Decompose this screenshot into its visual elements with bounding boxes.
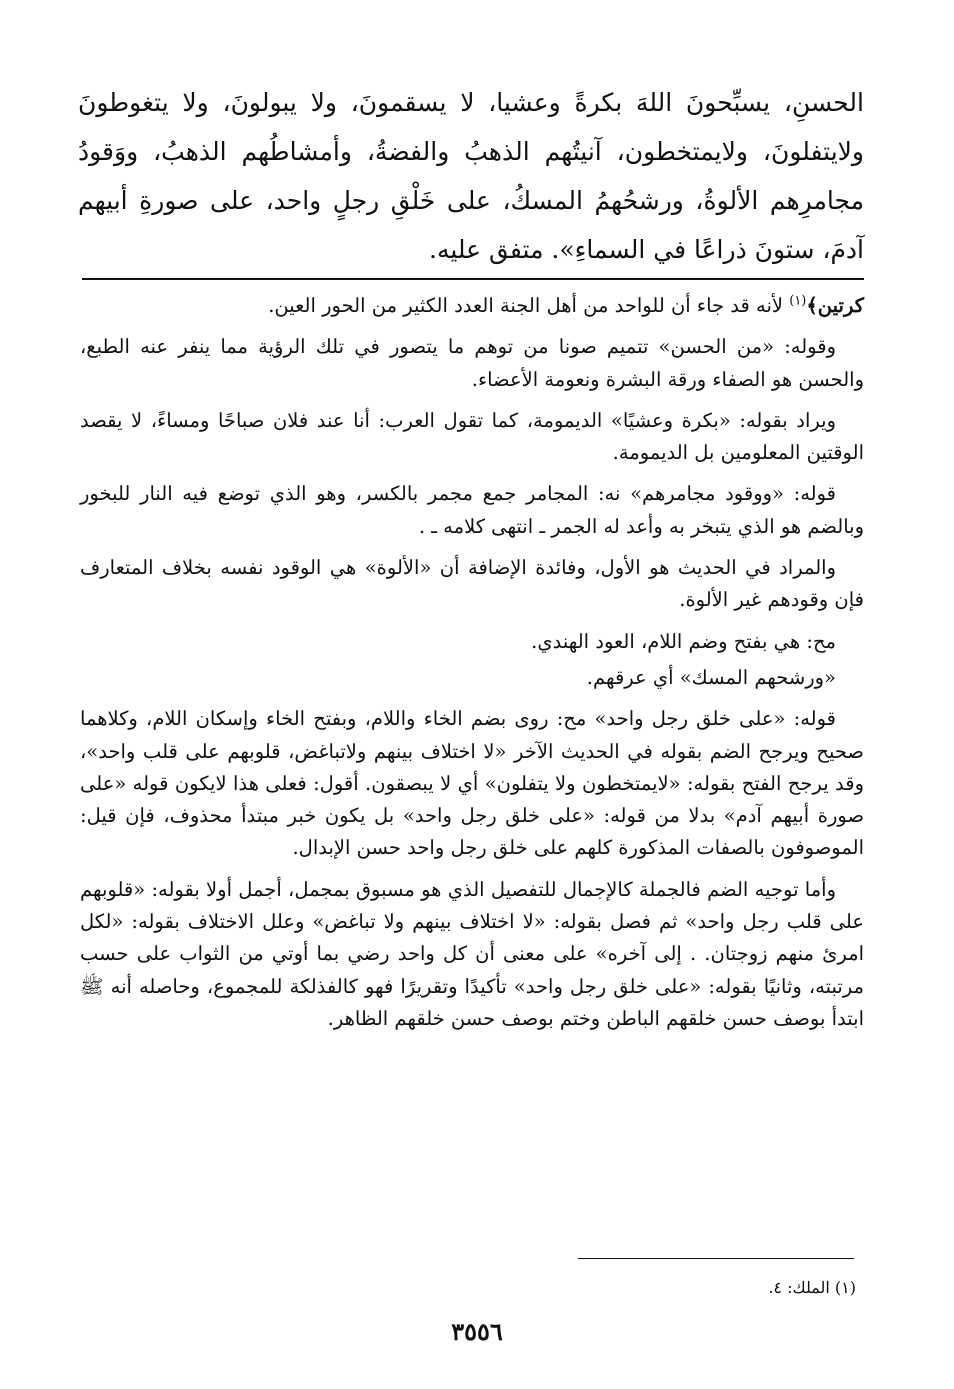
commentary-paragraph-1-text: لأنه قد جاء أن للواحد من أهل الجنة العدد الكثير من الحور العين. [268,294,790,317]
commentary-paragraph-8: قوله: «على خلق رجل واحد» مح: روى بضم الخاء واللام، وبفتح الخاء وإسكان اللام، وكلاهما صحيح ويرجح الضم بقوله في الحديث الآخر «لا اختلاف بينهم ولاتباغض، قلوبهم على قلب واحد»، وقد يرجح الفتح بقوله: «لايمتخطون ولا يتفلون» أي لا يبصقون. أقول: فعلى هذا لايكون قوله «على صورة أبيهم آدم» بدلا من قوله: «على خلق رجل واحد» بل يكون خبر مبتدأ محذوف، فإن قيل: الموصوفون بالصفات المذكورة كلهم على خلق رجل واحد حسن الإبدال. [80,707,864,860]
commentary-paragraph-4: قوله: «ووقود مجامرهم» نه: المجامر جمع مجمر بالكسر، وهو الذي توضع فيه النار للبخور وبالضم هو الذي يتبخر به وأعد له الجمر ـ انتهى كلامه ـ . [80,482,864,538]
commentary-paragraph-1 [80,290,864,322]
commentary-paragraph-5: والمراد في الحديث هو الأول، وفائدة الإضافة أن «الألوة» هي الوقود نفسه بخلاف المتعارف فإن وقودهم غير الألوة. [80,556,864,612]
footnote-divider [578,1258,854,1259]
page-number: ٣٥٥٦ [451,1317,503,1346]
hadith-text: الحسنِ، يسبِّحونَ اللهَ بكرةً وعشيا، لا يسقمونَ، ولا يبولونَ، ولا يتغوطونَ ولايتفلونَ، ولايمتخطون، آنيتُهم الذهبُ والفضةُ، وأمشاطُهم الذهبُ، ووَقودُ مجامرِهم الألوةُ، ورشحُهمُ المسكُ، على خَلْقِ رجلٍ واحد، على صورةِ أبيهم آدمَ، ستونَ ذراعًا في السماءِ». متفق عليه. [78,88,864,264]
commentary-paragraph-6: مح: هي بفتح وضم اللام، العود الهندي. [531,629,836,653]
main-divider [82,278,864,280]
commentary-paragraph-3: ويراد بقوله: «بكرة وعشيًا» الديمومة، كما تقول العرب: أنا عند فلان صباحًا ومساءً، لا يقصد الوقتين المعلومين بل الديمومة. [80,408,864,465]
hadith-block [78,78,864,274]
commentary-paragraph-7: «ورشحهم المسك» أي عرقهم. [586,665,836,689]
commentary-block [80,290,864,1035]
commentary-paragraph-9: وأما توجيه الضم فالجملة كالإجمال للتفصيل الذي هو مسبوق بمجمل، أجمل أولا بقوله: «قلوبهم على قلب رجل واحد» ثم فصل بقوله: «لا اختلاف بينهم ولا تباغض» وعلل الاختلاف بقوله: «لكل امرئ منهم زوجتان. . إلى آخره» على معنى أن كل واحد رضي بما أوتي من الثواب على حسب مرتبته، وثانيًا بقوله: «على خلق رجل واحد» تأكيدًا وتقريرًا فهو كالفذلكة للمجموع، وحاصله أنه ﷺ ابتدأ بوصف حسن خلقهم الباطن وختم بوصف حسن خلقهم الظاهر. [80,877,865,1030]
quran-quote-marker: كرتين﴾ [806,294,864,317]
commentary-paragraph-2: وقوله: «من الحسن» تتميم صونا من توهم ما يتصور في تلك الرؤية مما ينفر عنه الطبع، والحسن هو الصفاء ورقة البشرة ونعومة الأعضاء. [80,335,864,391]
footnote: (١) الملك: ٤. [768,1278,856,1297]
footnote-reference: (١) [789,293,807,309]
